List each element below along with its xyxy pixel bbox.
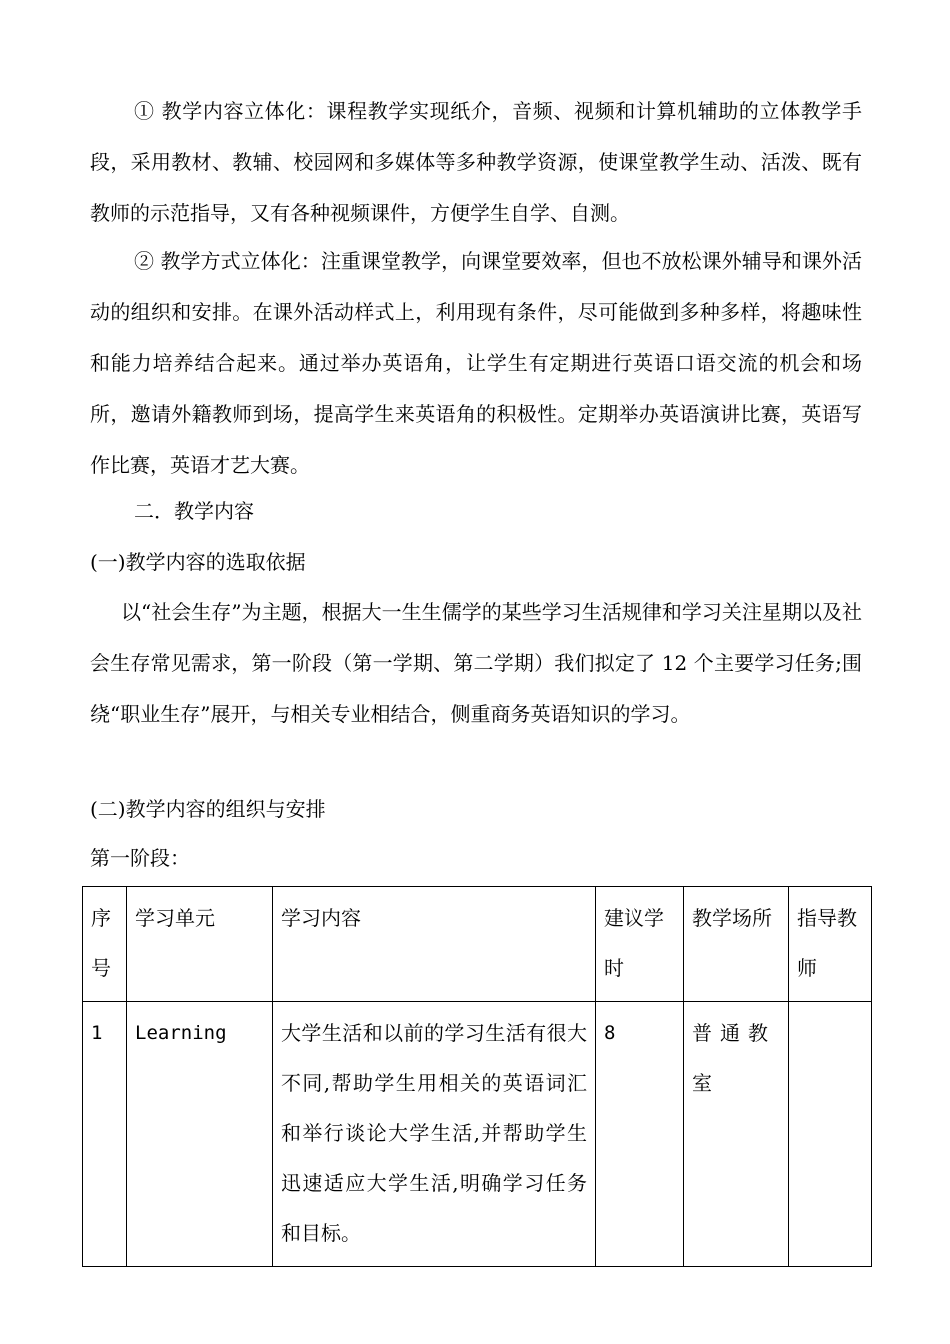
section-heading: 二．教学内容 xyxy=(134,499,254,523)
schedule-table xyxy=(82,886,872,1267)
subheading-organization: (二)教学内容的组织与安排 xyxy=(90,797,326,821)
table-row xyxy=(83,1002,872,1267)
cell-number: 1 xyxy=(83,1002,127,1267)
cell-content: 大学生活和以前的学习生活有很大不同,帮助学生用相关的英语词汇和举行谈论大学生活,并帮助学生迅速适应大学生活,明确学习任务和目标。 xyxy=(273,1002,596,1267)
header-content: 学习内容 xyxy=(273,887,596,1002)
paragraph-teaching-method-3d: ② 教学方式立体化：注重课堂教学，向课堂要效率，但也不放松课外辅导和课外活动的组织和安排。在课外活动样式上，利用现有条件，尽可能做到多种多样，将趣味性和能力培养结合起来。通过举办英语角，让学生有定期进行英语口语交流的机会和场所，邀请外籍教师到场，提高学生来英语角的积极性。定期举办英语演讲比赛，英语写作比赛，英语才艺大赛。 xyxy=(90,249,862,477)
header-number: 序号 xyxy=(83,887,127,1002)
paragraph-selection-basis: 以“社会生存”为主题，根据大一生生儒学的某些学习生活规律和学习关注星期以及社会生存常见需求，第一阶段（第一学期、第二学期）我们拟定了 12 个主要学习任务;围绕“职业生存”展开，与相关专业相结合，侧重商务英语知识的学习。 xyxy=(90,600,862,726)
header-unit: 学习单元 xyxy=(127,887,273,1002)
cell-hours: 8 xyxy=(596,1002,684,1267)
header-teacher: 指导教师 xyxy=(789,887,872,1002)
stage-label: 第一阶段： xyxy=(90,846,190,870)
header-hours: 建议学时 xyxy=(596,887,684,1002)
cell-teacher xyxy=(789,1002,872,1267)
table-header-row xyxy=(83,887,872,1002)
cell-unit: Learning xyxy=(127,1002,273,1267)
subheading-selection-basis: (一)教学内容的选取依据 xyxy=(90,550,306,574)
cell-venue: 普通教室 xyxy=(684,1002,789,1267)
header-venue: 教学场所 xyxy=(684,887,789,1002)
paragraph-teaching-content-3d: ① 教学内容立体化：课程教学实现纸介，音频、视频和计算机辅助的立体教学手段，采用教材、教辅、校园网和多媒体等多种教学资源，使课堂教学生动、活泼、既有教师的示范指导，又有各种视频课件，方便学生自学、自测。 xyxy=(90,99,862,225)
